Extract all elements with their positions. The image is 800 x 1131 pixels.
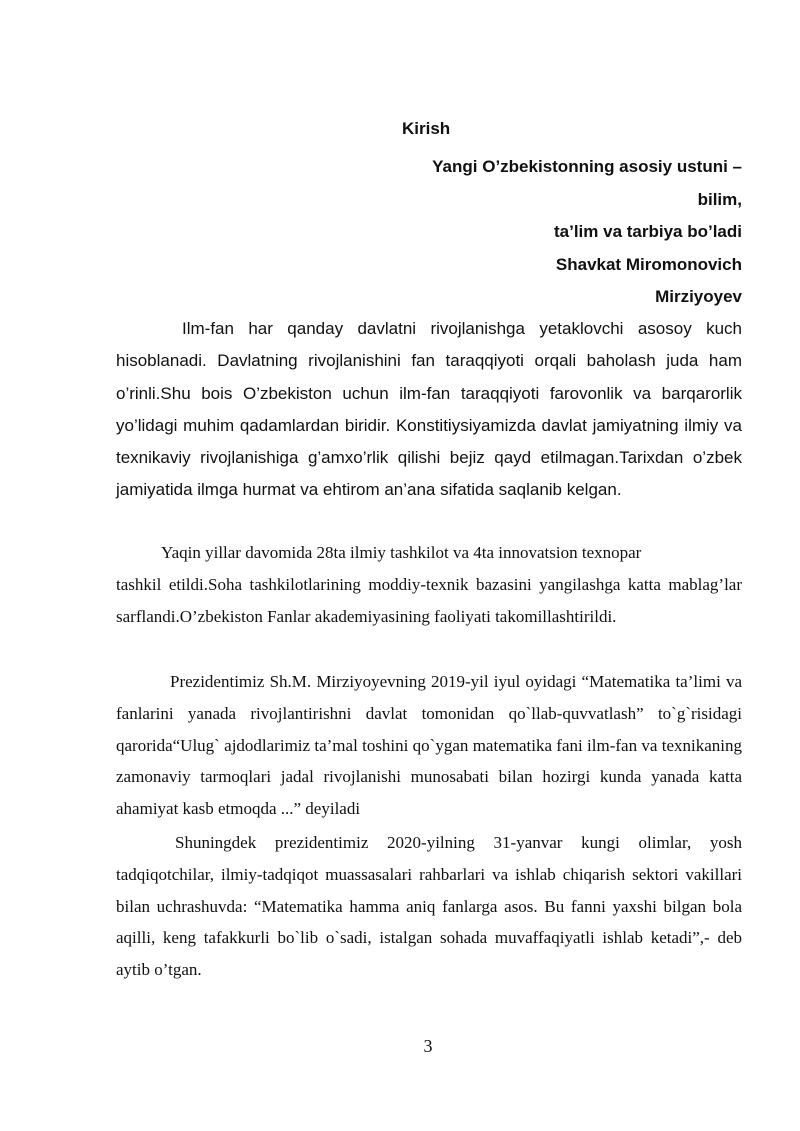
epigraph-line: ta’lim va tarbiya bo’ladi	[553, 222, 742, 241]
section-title: Kirish	[402, 119, 451, 138]
paragraph-president-quote: Shuningdek prezidentimiz 2020-yilning 31-yanvar kungi olimlar, yosh tadqiqotchilar, ilmiy-tadqiqot muassasalari rahbarlari va ishlab chiqarish sektori vakillari bilan uchrashuvda: “Matematika hamma aniq fanlarga asos. Bu fanni yaxshi bilgan bola aqilli, keng tafakkurli bo`lib o`sadi, istalgan sohada muvaffaqiyatli ishlab ketadi”,- deb aytib o’tgan.	[116, 833, 742, 980]
paragraph-text: tashkil etildi.Soha tashkilotlarining moddiy-texnik bazasini yangilashga katta mablag’lar sarflandi.O’zbekiston Fanlar akademiyasining faoliyati takomillashtirildi.	[116, 574, 742, 626]
epigraph-line: bilim,	[697, 189, 742, 209]
paragraph-intro: Ilm-fan har qanday davlatni rivojlanishga yetaklovchi asosoy kuch hisoblanadi. Davlatning rivojlanishini fan taraqqiyoti orqali baholash juda ham o’rinli.Shu bois O’zbekiston uchun ilm-fan taraqqiyoti farovonlik va barqarorlik yo’lidagi muhim qadamlardan biridir. Konstitiysiyamizda davlat jamiyatning ilmiy va texnikaviy rivojlanishiga g’amxo’rlik qilishi bejiz qayd etilmagan.Tarixdan o’zbek jamiyatida ilmga hurmat va ehtirom an’ana sifatida saqlanib kelgan.	[116, 319, 742, 500]
page-number: 3	[423, 1036, 433, 1056]
paragraph-organizations	[116, 537, 742, 632]
epigraph	[322, 151, 742, 314]
paragraph-president-decree: Prezidentimiz Sh.M. Mirziyoyevning 2019-yil iyul oyidagi “Matematika ta’limi va fanlarini yanada rivojlantirishni davlat tomonidan qo`llab-quvvatlash” to`g`risidagi qarorida“Ulug` ajdodlarimiz ta’mal toshini qo`ygan matematika fani ilm-fan va texnikaning zamonaviy tarmoqlari jadal rivojlanishi munosabati bilan hozirgi kunda yanada katta ahamiyat kasb etmoqda ...” deyiladi	[116, 672, 742, 819]
paragraph-line: Yaqin yillar davomida 28ta ilmiy tashkilot va 4ta innovatsion texnopar	[161, 543, 642, 562]
epigraph-author: Mirziyoyev	[655, 287, 742, 306]
epigraph-author: Shavkat Miromonovich	[555, 254, 742, 274]
epigraph-line: Yangi O’zbekistonning asosiy ustuni –	[432, 157, 742, 176]
